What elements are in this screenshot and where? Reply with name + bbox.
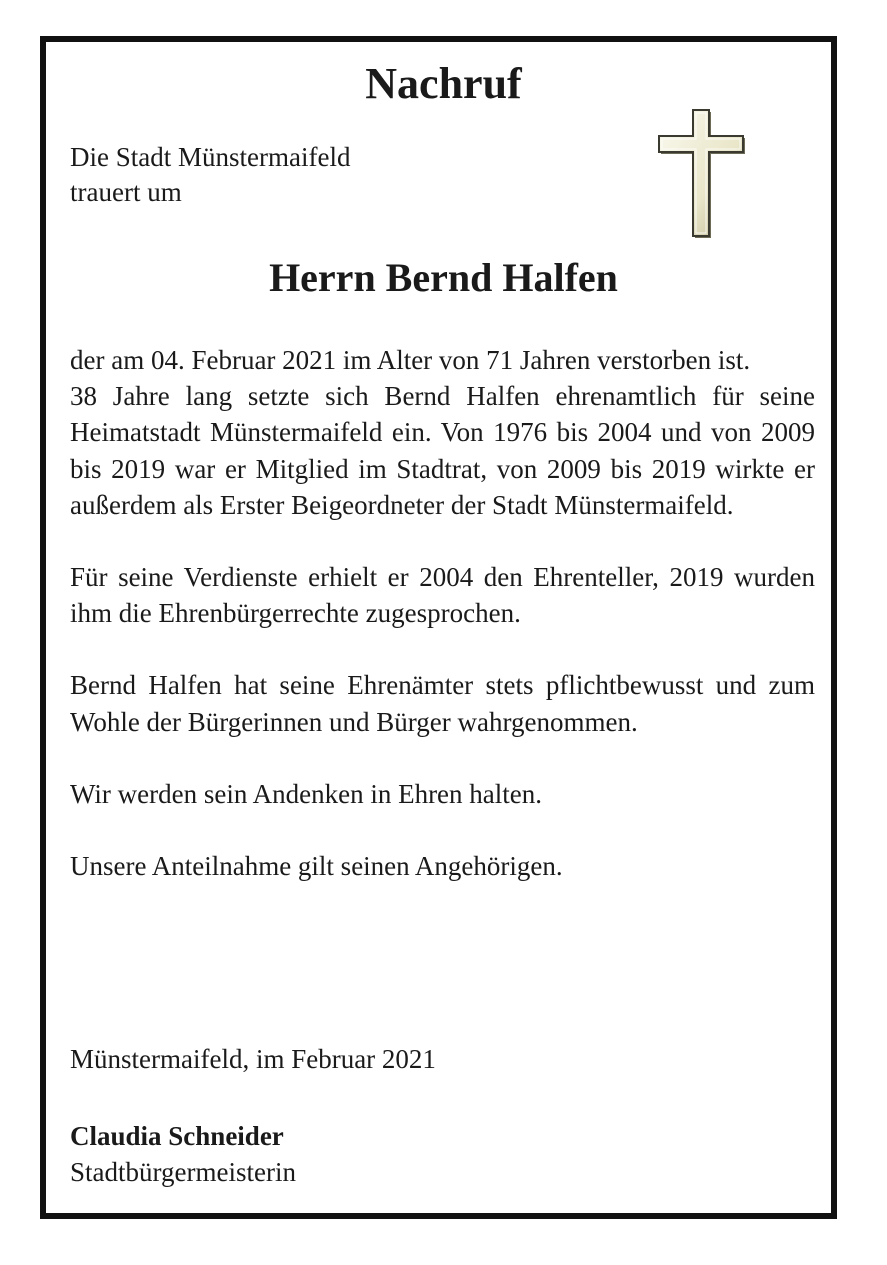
obituary-body — [70, 342, 815, 884]
intro-line-city: Die Stadt Münstermaifeld — [70, 142, 351, 172]
deceased-name: Herrn Bernd Halfen — [269, 255, 618, 300]
paragraph-duties: Bernd Halfen hat seine Ehrenämter stets pflichtbewusst und zum Wohle der Bürgerinnen und Bürger wahrgenommen. — [70, 670, 815, 737]
latin-cross-icon — [657, 108, 745, 238]
intro-block — [70, 140, 350, 210]
paragraph-death-date: der am 04. Februar 2021 im Alter von 71 Jahren verstorben ist. — [70, 345, 751, 375]
signer-title: Stadtbürgermeisterin — [70, 1157, 296, 1187]
paragraph-condolences: Unsere Anteilnahme gilt seinen Angehörigen. — [70, 851, 563, 882]
paragraph-service: 38 Jahre lang setzte sich Bernd Halfen ehrenamtlich für seine Heimatstadt Münstermaifeld ein. Von 1976 bis 2004 und von 2009 bis 2019 war er Mitglied im Stadtrat, von 2009 bis 2019 wirkte er außerdem als Erster Beigeordneter der Stadt Münstermaifeld. — [70, 381, 815, 520]
paragraph-memory: Wir werden sein Andenken in Ehren halten. — [70, 778, 543, 809]
place-date: Münstermaifeld, im Februar 2021 — [70, 1044, 436, 1074]
signer-name: Claudia Schneider — [70, 1121, 284, 1151]
intro-line-mourns: trauert um — [70, 177, 182, 207]
signature-block — [70, 1118, 296, 1190]
paragraph-honors: Für seine Verdienste erhielt er 2004 den Ehrenteller, 2019 wurden ihm die Ehrenbürgerrechte zugesprochen. — [70, 562, 815, 629]
obituary-heading: Nachruf — [365, 59, 522, 108]
